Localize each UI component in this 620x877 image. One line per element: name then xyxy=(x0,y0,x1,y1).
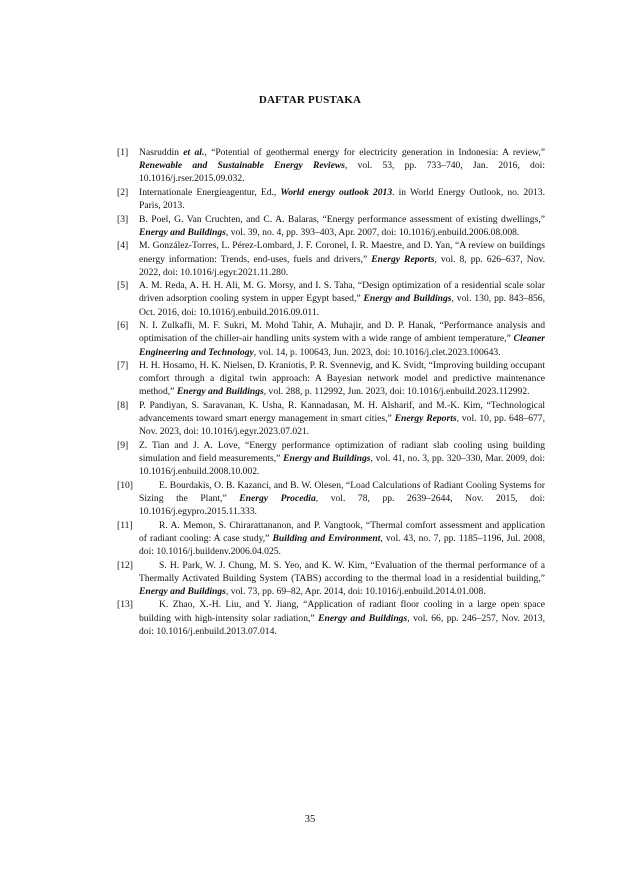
reference-number: [13] xyxy=(117,599,133,611)
reference-number: [3] xyxy=(117,213,129,225)
reference-item xyxy=(117,213,545,239)
reference-text: R. A. Memon, S. Chirarattananon, and P. Vangtook, “Thermal comfort assessment and application of radiant cooling: A case study,” Building and Environment, vol. 43, no. 7, pp. 1185–1196, Jul. 2008, doi: 10.1016/j.buildenv.2006.04.025. xyxy=(139,519,545,558)
reference-text: N. I. Zulkafli, M. F. Sukri, M. Mohd Tahir, A. Muhajir, and D. P. Hanak, “Performance analysis and optimisation of the chiller-air handling units system with a wide range of ambient temperature,” Cleaner Engineering and Technology, vol. 14, p. 100643, Jun. 2023, doi: 10.1016/j.clet.2023.100643. xyxy=(139,320,545,358)
page-title: DAFTAR PUSTAKA xyxy=(258,94,362,106)
reference-item xyxy=(117,479,545,519)
reference-text: K. Zhao, X.-H. Liu, and Y. Jiang, “Application of radiant floor cooling in a large open space building with high-intensity solar radiation,” Energy and Buildings, vol. 66, pp. 246–257, Nov. 2013, doi: 10.1016/j.enbuild.2013.07.014. xyxy=(139,599,545,637)
reference-item xyxy=(117,279,545,319)
reference-list xyxy=(117,146,545,638)
page-number: 35 xyxy=(304,814,316,825)
reference-item xyxy=(117,559,545,599)
reference-number: [4] xyxy=(117,240,129,252)
reference-text: M. González-Torres, L. Pérez-Lombard, J. F. Coronel, I. R. Maestre, and D. Yan, “A review on buildings energy information: Trends, end-uses, fuels and drivers,” Energy Reports, vol. 8, pp. 626–637, Nov. 2022, doi: 10.1016/j.egyr.2021.11.280. xyxy=(139,240,545,278)
reference-item xyxy=(117,319,545,359)
reference-item xyxy=(117,598,545,638)
reference-item xyxy=(117,186,545,212)
reference-number: [11] xyxy=(117,519,133,531)
reference-number: [9] xyxy=(117,439,129,451)
reference-item xyxy=(117,399,545,439)
reference-text: Internationale Energieagentur, Ed., World energy outlook 2013. in World Energy Outlook, no. 2013. Paris, 2013. xyxy=(139,186,545,212)
reference-number: [7] xyxy=(117,360,129,372)
reference-item xyxy=(117,239,545,279)
reference-number: [6] xyxy=(117,320,129,332)
reference-number: [10] xyxy=(117,479,133,491)
reference-item xyxy=(117,146,545,186)
reference-number: [1] xyxy=(117,147,129,158)
reference-text: S. H. Park, W. J. Chung, M. S. Yeo, and K. W. Kim, “Evaluation of the thermal performance of a Thermally Activated Building System (TABS) according to the thermal load in a residential building,” Energy and Buildings, vol. 73, pp. 69–82, Apr. 2014, doi: 10.1016/j.enbuild.2014.01.008. xyxy=(139,559,545,597)
reference-number: [12] xyxy=(117,559,133,571)
reference-text: Z. Tian and J. A. Love, “Energy performance optimization of radiant slab cooling using building simulation and field measurements,” Energy and Buildings, vol. 41, no. 3, pp. 320–330, Mar. 2009, doi: 10.1016/j.enbuild.2008.10.002. xyxy=(139,439,546,478)
reference-text: A. M. Reda, A. H. H. Ali, M. G. Morsy, and I. S. Taha, “Design optimization of a residential scale solar driven adsorption cooling system in upper Egypt based,” Energy and Buildings, vol. 130, pp. 843–856, Oct. 2016, doi: 10.1016/j.enbuild.2016.09.011. xyxy=(139,280,545,318)
reference-item xyxy=(117,519,545,559)
reference-text: B. Poel, G. Van Cruchten, and C. A. Balaras, “Energy performance assessment of existing dwellings,” Energy and Buildings, vol. 39, no. 4, pp. 393–403, Apr. 2007, doi: 10.1016/j.enbuild.2006.08.008. xyxy=(139,213,545,238)
reference-text: E. Bourdakis, O. B. Kazanci, and B. W. Olesen, “Load Calculations of Radiant Cooling Systems for Sizing the Plant,” Energy Procedia, vol. 78, pp. 2639–2644, Nov. 2015, doi: 10.1016/j.egypro.2015.11.333. xyxy=(139,479,545,518)
reference-number: [5] xyxy=(117,280,129,292)
reference-item xyxy=(117,439,545,479)
reference-text: Nasruddin et al., “Potential of geothermal energy for electricity generation in Indonesia: A review,” Renewable and Sustainable Energy Reviews, vol. 53, pp. 733–740, Jan. 2016, doi: 10.1016/j.rser.2015.09.032. xyxy=(139,147,545,185)
reference-text: P. Pandiyan, S. Saravanan, K. Usha, R. Kannadasan, M. H. Alsharif, and M.-K. Kim, “Technological advancements toward smart energy management in smart cities,” Energy Reports, vol. 10, pp. 648–677, Nov. 2023, doi: 10.1016/j.egyr.2023.07.021. xyxy=(139,399,545,438)
reference-number: [2] xyxy=(117,186,129,198)
reference-number: [8] xyxy=(117,399,129,411)
reference-item xyxy=(117,359,545,399)
reference-text: H. H. Hosamo, H. K. Nielsen, D. Kraniotis, P. R. Svennevig, and K. Svidt, “Improving building occupant comfort through a digital twin approach: A Bayesian network model and predictive maintenance method,” Energy and Buildings, vol. 288, p. 112992, Jun. 2023, doi: 10.1016/j.enbuild.2023.112992. xyxy=(139,360,545,398)
